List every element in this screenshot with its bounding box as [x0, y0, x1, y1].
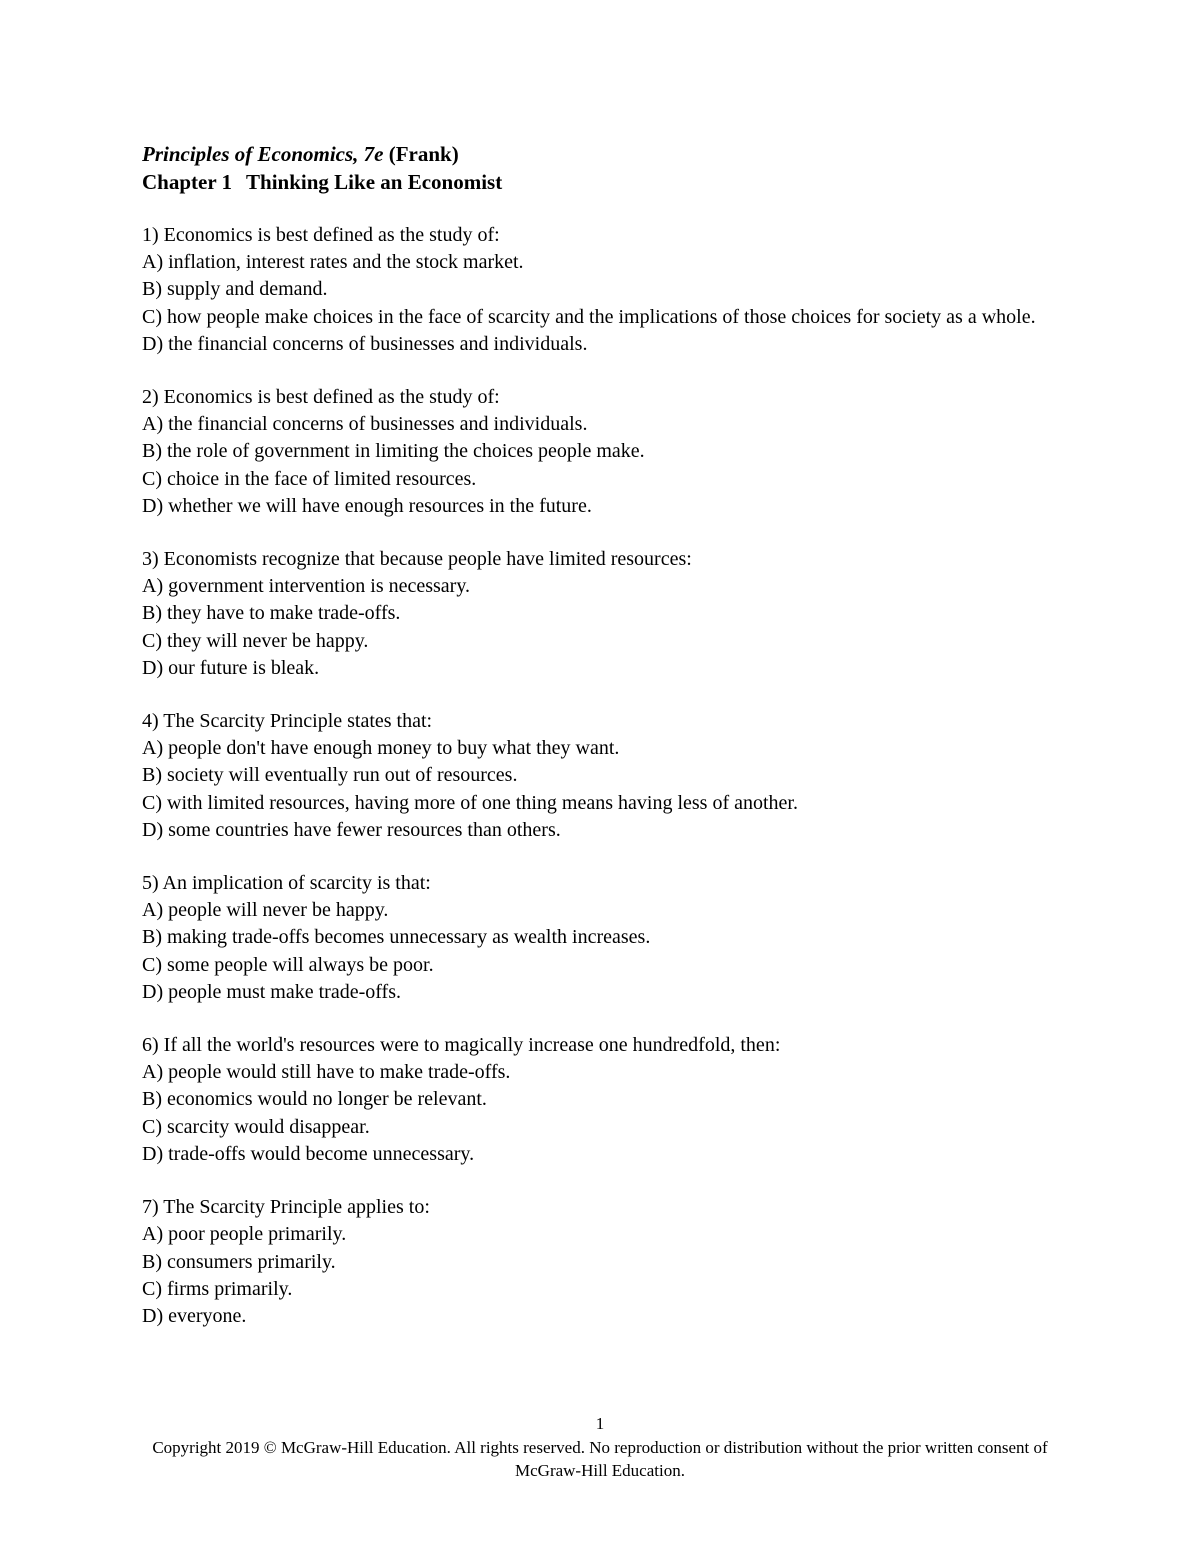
chapter-name: Thinking Like an Economist	[246, 170, 503, 194]
answer-option: A) people would still have to make trade-offs.	[142, 1061, 511, 1084]
answer-option: C) choice in the face of limited resources.	[142, 467, 477, 490]
answer-option: D) the financial concerns of businesses and individuals.	[142, 332, 588, 355]
book-title	[142, 141, 1082, 168]
question-4	[142, 708, 1082, 844]
question-stem: 6) If all the world's resources were to magically increase one hundredfold, then:	[142, 1034, 781, 1057]
question-stem: 3) Economists recognize that because people have limited resources:	[142, 548, 692, 571]
question-6	[142, 1032, 1082, 1168]
answer-option: A) people don't have enough money to buy what they want.	[142, 737, 620, 760]
page-number: 1	[595, 1414, 605, 1433]
question-5	[142, 870, 1082, 1006]
answer-option: C) with limited resources, having more of one thing means having less of another.	[142, 791, 798, 814]
chapter-label: Chapter 1	[142, 170, 233, 194]
copyright-notice: Copyright 2019 © McGraw-Hill Education. All rights reserved. No reproduction or distribution without the prior written consent of McGraw-Hill Education.	[152, 1438, 1048, 1480]
answer-option: B) they have to make trade-offs.	[142, 602, 401, 625]
question-1	[142, 222, 1082, 358]
question-stem: 2) Economics is best defined as the study of:	[142, 386, 500, 409]
page-footer	[0, 1412, 1200, 1482]
question-3	[142, 546, 1082, 682]
answer-option: D) trade-offs would become unnecessary.	[142, 1142, 475, 1165]
answer-option: D) people must make trade-offs.	[142, 980, 401, 1003]
question-stem: 4) The Scarcity Principle states that:	[142, 710, 433, 733]
answer-option: B) making trade-offs becomes unnecessary as wealth increases.	[142, 926, 651, 949]
question-stem: 1) Economics is best defined as the study of:	[142, 224, 500, 246]
answer-option: C) they will never be happy.	[142, 629, 369, 652]
answer-option: C) firms primarily.	[142, 1277, 293, 1300]
answer-option: A) people will never be happy.	[142, 899, 389, 922]
answer-option: B) society will eventually run out of resources.	[142, 764, 518, 787]
answer-option: A) inflation, interest rates and the stock market.	[142, 251, 524, 274]
answer-option: C) some people will always be poor.	[142, 953, 434, 976]
question-2	[142, 384, 1082, 520]
page-content	[142, 141, 1082, 1356]
question-stem: 7) The Scarcity Principle applies to:	[142, 1196, 430, 1219]
answer-option: B) the role of government in limiting the choices people make.	[142, 440, 645, 463]
answer-option: D) our future is bleak.	[142, 656, 320, 679]
question-7	[142, 1194, 1082, 1330]
answer-option: D) everyone.	[142, 1304, 247, 1327]
answer-option: A) government intervention is necessary.	[142, 575, 471, 598]
question-stem: 5) An implication of scarcity is that:	[142, 872, 431, 895]
book-title-italic: Principles of Economics, 7e	[142, 142, 384, 166]
answer-option: C) how people make choices in the face of scarcity and the implications of those choices for society as a whole.	[142, 305, 1036, 328]
answer-option: C) scarcity would disappear.	[142, 1115, 370, 1138]
answer-option: A) the financial concerns of businesses and individuals.	[142, 413, 588, 436]
book-title-author: (Frank)	[388, 142, 459, 166]
answer-option: D) whether we will have enough resources in the future.	[142, 494, 592, 517]
answer-option: B) economics would no longer be relevant.	[142, 1088, 487, 1111]
answer-option: D) some countries have fewer resources than others.	[142, 818, 561, 841]
answer-option: A) poor people primarily.	[142, 1223, 347, 1246]
answer-option: B) supply and demand.	[142, 278, 328, 301]
answer-option: B) consumers primarily.	[142, 1250, 336, 1273]
chapter-title	[142, 168, 1082, 196]
